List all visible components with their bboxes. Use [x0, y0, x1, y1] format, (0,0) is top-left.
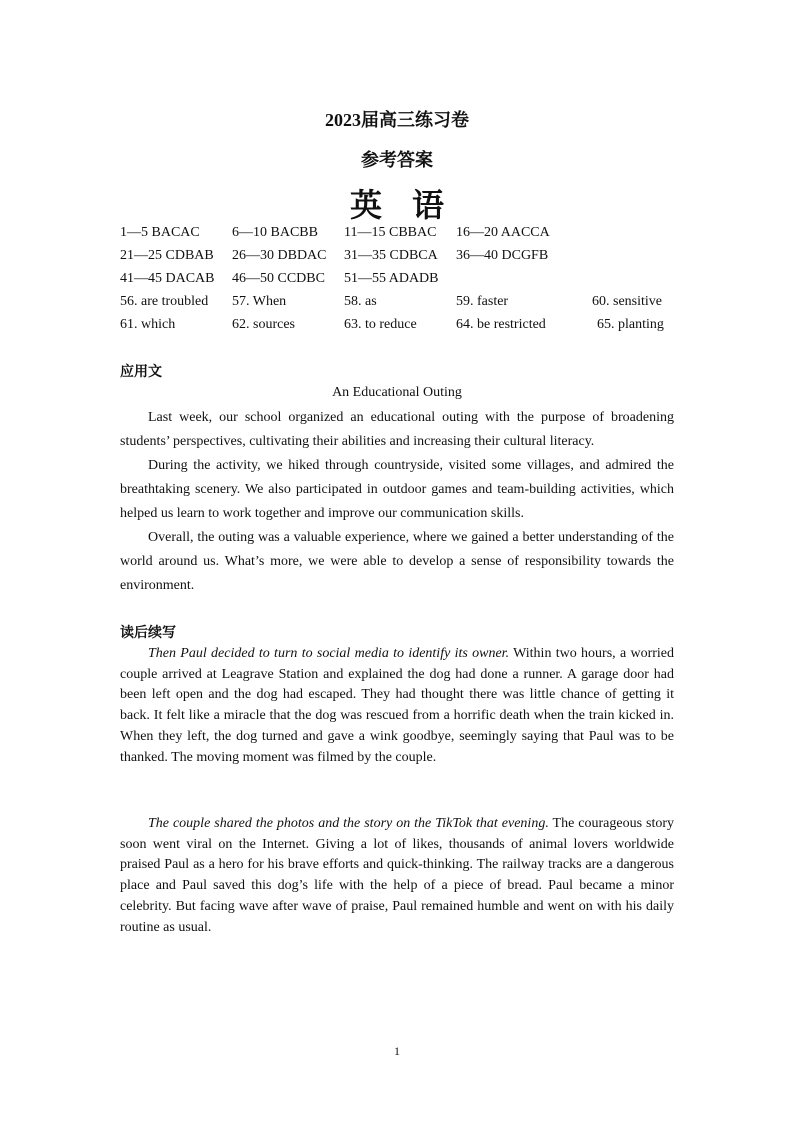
answer-cell: 6—10 BACBB: [232, 225, 318, 240]
answer-cell: 26—30 DBDAC: [232, 248, 327, 263]
essay-paragraph: During the activity, we hiked through countryside, visited some villages, and admired the breathtaking scenery. We also participated in outdoor games and team-building activities, which helped us learn to work together and improve our communication skills.: [120, 458, 674, 521]
answer-cell: 51—55 ADADB: [344, 271, 439, 286]
answer-cell: 46—50 CCDBC: [232, 271, 325, 286]
story-lead-sentence: Then Paul decided to turn to social media to identify its owner.: [148, 646, 510, 661]
answer-cell: 41—45 DACAB: [120, 271, 215, 286]
answer-key-subtitle: 参考答案: [361, 150, 433, 170]
answer-cell: 31—35 CDBCA: [344, 248, 438, 263]
subject-title: 英语: [349, 187, 474, 223]
essay-title: An Educational Outing: [332, 385, 462, 400]
story-lead-sentence: The couple shared the photos and the story on the TikTok that evening.: [148, 816, 549, 831]
answer-cell: 59. faster: [456, 294, 509, 309]
essay-paragraph: Last week, our school organized an educational outing with the purpose of broadening students’ perspectives, cultivating their abilities and increasing their cultural literacy.: [120, 410, 674, 449]
story-paragraph: [120, 644, 674, 768]
section-heading-writing: 应用文: [120, 364, 162, 380]
exam-title: 2023届高三练习卷: [325, 110, 469, 130]
answer-cell: 60. sensitive: [592, 294, 662, 309]
answer-cell: 36—40 DCGFB: [456, 248, 549, 263]
answer-cell: 16—20 AACCA: [456, 225, 550, 240]
page-number: 1: [394, 1044, 400, 1058]
story-body: The courageous story soon went viral on the Internet. Giving a lot of likes, thousands of animal lovers worldwide praised Paul as a hero for his brave efforts and quick-thinking. The railway tracks are a dangerous place and Paul saved this dog’s life with the help of a piece of bread. Paul became a minor celebrity. But facing wave after wave of praise, Paul remained humble and went on with his daily routine as usual.: [120, 816, 674, 935]
answer-cell: 1—5 BACAC: [120, 225, 200, 240]
answer-row: [120, 248, 680, 271]
answer-cell: 56. are troubled: [120, 294, 209, 309]
answer-row: [120, 225, 680, 248]
answer-row: [120, 294, 680, 317]
answer-cell: 63. to reduce: [344, 317, 417, 332]
answer-cell: 62. sources: [232, 317, 295, 332]
section-heading-continuation: 读后续写: [120, 625, 176, 641]
answer-cell: 65. planting: [597, 317, 664, 332]
answer-cell: 11—15 CBBAC: [344, 225, 437, 240]
story-body: Within two hours, a worried couple arrived at Leagrave Station and explained the dog had done a runner. A garage door had been left open and the dog had escaped. They had thought there was little chance of getting it back. It felt like a miracle that the dog was rescued from a horrific death when the train kicked in. When they left, the dog turned and gave a wink goodbye, seemingly saying that Paul was to be thanked. The moving moment was filmed by the couple.: [120, 646, 674, 765]
answer-cell: 21—25 CDBAB: [120, 248, 214, 263]
story-paragraph: [120, 814, 674, 938]
essay-paragraph: Overall, the outing was a valuable experience, where we gained a better understanding of the world around us. What’s more, we were able to develop a sense of responsibility towards the environment.: [120, 530, 674, 593]
answer-row: [120, 317, 680, 340]
answer-cell: 61. which: [120, 317, 176, 332]
answer-cell: 57. When: [232, 294, 287, 309]
answer-row: [120, 271, 680, 294]
answer-key-table: [120, 225, 680, 340]
answer-cell: 64. be restricted: [456, 317, 546, 332]
answer-cell: 58. as: [344, 294, 377, 309]
